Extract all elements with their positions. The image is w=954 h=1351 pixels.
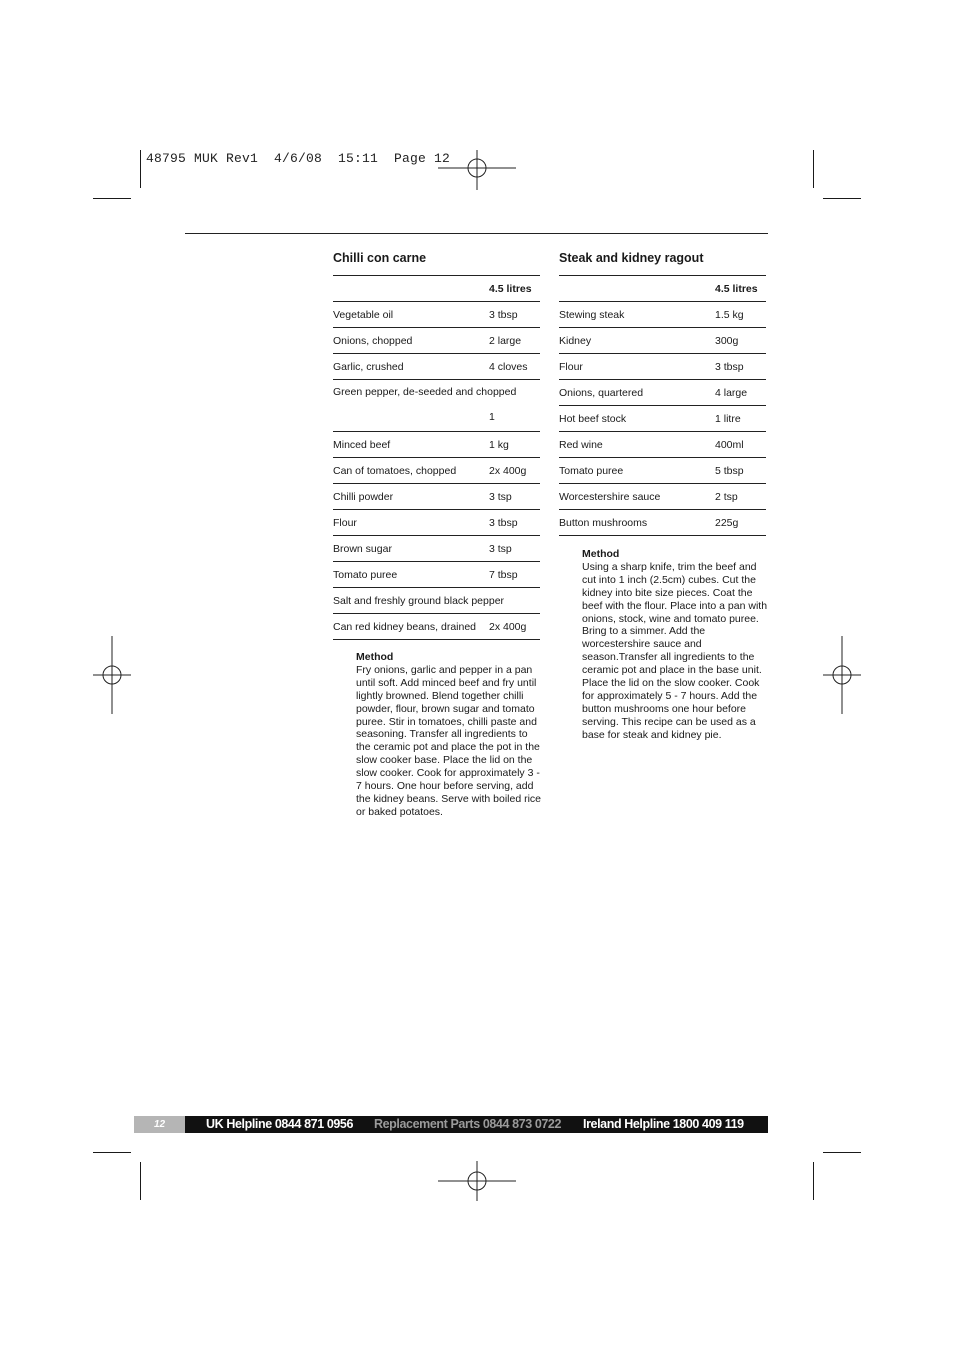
ingredient-qty: 3 tbsp [489, 510, 540, 536]
ingredient-name: Tomato puree [333, 562, 489, 588]
ingredient-qty: 1.5 kg [715, 302, 766, 328]
table-row [559, 302, 766, 328]
table-row [333, 380, 540, 432]
table-row [333, 510, 540, 536]
table-row [559, 510, 766, 536]
ingredient-name: Flour [333, 510, 489, 536]
recipe-steak-kidney [559, 250, 766, 536]
table-row [333, 328, 540, 354]
ingredient-qty: 3 tbsp [489, 302, 540, 328]
table-row [333, 614, 540, 640]
table-row [559, 328, 766, 354]
ingredient-qty: 5 tbsp [715, 458, 766, 484]
ingredient-name: Salt and freshly ground black pepper [333, 588, 540, 614]
table-row [333, 484, 540, 510]
ingredient-name: Kidney [559, 328, 715, 354]
ingredient-name: Can of tomatoes, chopped [333, 458, 489, 484]
uk-helpline: UK Helpline 0844 871 0956 [206, 1117, 354, 1131]
registration-mark-right [823, 636, 861, 714]
ingredients-table [333, 275, 540, 640]
replacement-parts: Replacement Parts 0844 873 0722 [374, 1117, 562, 1131]
registration-mark-bottom [438, 1161, 516, 1201]
table-row [559, 484, 766, 510]
table-row [333, 432, 540, 458]
ingredient-qty: 3 tbsp [715, 354, 766, 380]
method-heading: Method [582, 548, 620, 560]
ingredient-name: Onions, chopped [333, 328, 489, 354]
quantity-header: 4.5 litres [489, 276, 540, 302]
table-row [559, 432, 766, 458]
table-row [333, 302, 540, 328]
page-number: 12 [153, 1119, 166, 1130]
table-row [559, 458, 766, 484]
ingredient-qty: 2x 400g [489, 614, 540, 640]
table-row [559, 354, 766, 380]
ingredient-name: Onions, quartered [559, 380, 715, 406]
ingredient-qty: 2 large [489, 328, 540, 354]
ingredient-name: Can red kidney beans, drained [333, 614, 489, 640]
method-heading: Method [356, 651, 394, 663]
ingredient-name: Brown sugar [333, 536, 489, 562]
ingredient-qty: 1 litre [715, 406, 766, 432]
table-row [559, 380, 766, 406]
table-header-row [559, 276, 766, 302]
table-row [333, 458, 540, 484]
registration-mark-top [438, 150, 516, 190]
ingredient-name [333, 380, 540, 432]
recipe-chilli [333, 250, 540, 640]
top-rule [185, 233, 768, 234]
method-chilli [356, 651, 544, 819]
print-slug: 48795 MUK Rev1 4/6/08 15:11 Page 12 [146, 151, 451, 166]
registration-mark-left [93, 636, 131, 714]
table-row [333, 588, 540, 614]
ingredient-qty: 1 [489, 411, 495, 423]
ingredient-qty: 1 kg [489, 432, 540, 458]
ingredient-name: Worcestershire sauce [559, 484, 715, 510]
ingredient-name-text: Green pepper, de-seeded and chopped [333, 386, 517, 398]
recipe-title: Chilli con carne [333, 251, 427, 265]
ingredient-name: Red wine [559, 432, 715, 458]
ingredient-qty: 7 tbsp [489, 562, 540, 588]
ingredient-name: Button mushrooms [559, 510, 715, 536]
ingredient-name: Hot beef stock [559, 406, 715, 432]
ingredient-name: Chilli powder [333, 484, 489, 510]
table-row [333, 562, 540, 588]
ingredient-name: Stewing steak [559, 302, 715, 328]
ingredient-name: Flour [559, 354, 715, 380]
ingredients-table [559, 275, 766, 536]
ingredient-name: Tomato puree [559, 458, 715, 484]
ingredient-qty: 2x 400g [489, 458, 540, 484]
ingredient-qty: 4 cloves [489, 354, 540, 380]
ingredient-name: Vegetable oil [333, 302, 489, 328]
ingredient-qty: 225g [715, 510, 766, 536]
ingredient-name: Minced beef [333, 432, 489, 458]
ingredient-name: Garlic, crushed [333, 354, 489, 380]
ingredient-qty: 3 tsp [489, 484, 540, 510]
table-header-row [333, 276, 540, 302]
method-text: Fry onions, garlic and pepper in a pan until soft. Add minced beef and fry until lightly browned. Blend together chilli powder, flour, brown sugar and tomato puree. Stir in tomatoes, chilli paste and seasoning. Transfer all ingredients to the ceramic pot and place the pot in the slow cooker base. Place the lid on the slow cooker. Cook for approximately 3 - 7 hours. One hour before serving, add the kidney beans. Serve with boiled rice or baked potatoes. [356, 663, 542, 818]
quantity-header: 4.5 litres [715, 276, 766, 302]
ingredient-qty: 300g [715, 328, 766, 354]
ireland-helpline: Ireland Helpline 1800 409 119 [583, 1117, 744, 1131]
ingredient-qty: 2 tsp [715, 484, 766, 510]
ingredient-qty: 400ml [715, 432, 766, 458]
ingredient-qty: 4 large [715, 380, 766, 406]
recipe-title: Steak and kidney ragout [559, 251, 704, 265]
table-row [559, 406, 766, 432]
method-text: Using a sharp knife, trim the beef and cut into 1 inch (2.5cm) cubes. Cut the kidney into bite size pieces. Coat the beef with the flour. Place into a pan with onions, stock, wine and tomato puree. Bring to a simmer. Add the worcestershire sauce and season.Transfer all ingredients to the ceramic pot and place in the base unit. Place the lid on the slow cooker. Cook for approximately 5 - 7 hours. Add the button mushrooms one hour before serving. This recipe can be used as a base for steak and kidney pie. [582, 560, 768, 741]
method-steak-kidney [582, 548, 770, 742]
table-row [333, 536, 540, 562]
table-row [333, 354, 540, 380]
ingredient-qty: 3 tsp [489, 536, 540, 562]
